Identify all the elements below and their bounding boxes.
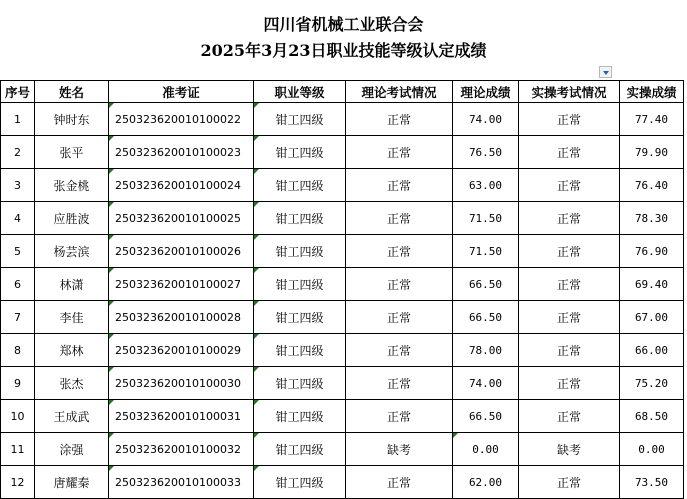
table-row — [1, 268, 684, 301]
cell-theory-score[interactable]: 0.00 — [453, 433, 519, 466]
cell-practical-status[interactable]: 正常 — [519, 400, 620, 433]
cell-theory-status[interactable]: 正常 — [346, 103, 453, 136]
cell-practical-score[interactable]: 76.40 — [620, 169, 684, 202]
header-exam-id[interactable]: 准考证 — [109, 81, 254, 103]
cell-practical-status[interactable]: 正常 — [519, 235, 620, 268]
cell-level[interactable]: 钳工四级 — [254, 466, 346, 499]
cell-practical-score[interactable]: 73.50 — [620, 466, 684, 499]
cell-seq[interactable]: 12 — [1, 466, 35, 499]
cell-name[interactable]: 郑林 — [35, 334, 109, 367]
cell-theory-status[interactable]: 正常 — [346, 367, 453, 400]
cell-theory-status[interactable]: 正常 — [346, 301, 453, 334]
cell-level[interactable]: 钳工四级 — [254, 433, 346, 466]
sheet-title-results: 2025年3月23日职业技能等级认定成绩 — [200, 41, 487, 60]
header-practical-status[interactable]: 实操考试情况 — [519, 81, 620, 103]
cell-seq[interactable]: 6 — [1, 268, 35, 301]
cell-practical-status[interactable]: 正常 — [519, 169, 620, 202]
cell-theory-status[interactable]: 缺考 — [346, 433, 453, 466]
cell-name[interactable]: 张平 — [35, 136, 109, 169]
cell-exam-id[interactable]: 250323620010100026 — [109, 235, 254, 268]
cell-seq[interactable]: 4 — [1, 202, 35, 235]
cell-theory-score[interactable]: 66.50 — [453, 400, 519, 433]
cell-practical-status[interactable]: 正常 — [519, 466, 620, 499]
table-row — [1, 169, 684, 202]
cell-name[interactable]: 张金桃 — [35, 169, 109, 202]
cell-exam-id[interactable]: 250323620010100025 — [109, 202, 254, 235]
cell-theory-score[interactable]: 66.50 — [453, 301, 519, 334]
cell-practical-score[interactable]: 75.20 — [620, 367, 684, 400]
cell-seq[interactable]: 1 — [1, 103, 35, 136]
table-row — [1, 367, 684, 400]
cell-practical-score[interactable]: 68.50 — [620, 400, 684, 433]
cell-practical-status[interactable]: 正常 — [519, 334, 620, 367]
cell-exam-id[interactable]: 250323620010100030 — [109, 367, 254, 400]
cell-practical-score[interactable]: 0.00 — [620, 433, 684, 466]
cell-name[interactable]: 涂强 — [35, 433, 109, 466]
cell-practical-status[interactable]: 正常 — [519, 268, 620, 301]
cell-level[interactable]: 钳工四级 — [254, 268, 346, 301]
cell-exam-id[interactable]: 250323620010100029 — [109, 334, 254, 367]
cell-theory-score[interactable]: 66.50 — [453, 268, 519, 301]
cell-theory-status[interactable]: 正常 — [346, 268, 453, 301]
header-row — [1, 81, 684, 103]
cell-practical-score[interactable]: 78.30 — [620, 202, 684, 235]
header-level[interactable]: 职业等级 — [254, 81, 346, 103]
cell-level[interactable]: 钳工四级 — [254, 202, 346, 235]
cell-practical-score[interactable]: 79.90 — [620, 136, 684, 169]
table-row — [1, 301, 684, 334]
cell-theory-score[interactable]: 74.00 — [453, 367, 519, 400]
cell-name[interactable]: 李佳 — [35, 301, 109, 334]
cell-theory-score[interactable]: 71.50 — [453, 202, 519, 235]
cell-seq[interactable]: 10 — [1, 400, 35, 433]
cell-level[interactable]: 钳工四级 — [254, 235, 346, 268]
cell-level[interactable]: 钳工四级 — [254, 103, 346, 136]
sheet-title-organization: 四川省机械工业联合会 — [263, 15, 424, 34]
cell-exam-id[interactable]: 250323620010100022 — [109, 103, 254, 136]
cell-exam-id[interactable]: 250323620010100023 — [109, 136, 254, 169]
cell-exam-id[interactable]: 250323620010100032 — [109, 433, 254, 466]
table-row — [1, 103, 684, 136]
cell-practical-score[interactable]: 67.00 — [620, 301, 684, 334]
cell-level[interactable]: 钳工四级 — [254, 367, 346, 400]
table-row — [1, 136, 684, 169]
cell-seq[interactable]: 5 — [1, 235, 35, 268]
table-row — [1, 400, 684, 433]
cell-theory-status[interactable]: 正常 — [346, 202, 453, 235]
cell-practical-status[interactable]: 正常 — [519, 301, 620, 334]
cell-practical-status[interactable]: 缺考 — [519, 433, 620, 466]
cell-exam-id[interactable]: 250323620010100031 — [109, 400, 254, 433]
cell-theory-score[interactable]: 63.00 — [453, 169, 519, 202]
header-theory-score[interactable]: 理论成绩 — [453, 81, 519, 103]
cell-name[interactable]: 林潇 — [35, 268, 109, 301]
cell-practical-status[interactable]: 正常 — [519, 103, 620, 136]
header-seq[interactable]: 序号 — [1, 81, 35, 103]
results-table — [0, 80, 684, 499]
filter-dropdown-icon[interactable] — [599, 66, 612, 78]
cell-seq[interactable]: 3 — [1, 169, 35, 202]
cell-seq[interactable]: 11 — [1, 433, 35, 466]
cell-practical-score[interactable]: 66.00 — [620, 334, 684, 367]
cell-exam-id[interactable]: 250323620010100028 — [109, 301, 254, 334]
cell-practical-score[interactable]: 69.40 — [620, 268, 684, 301]
header-theory-status[interactable]: 理论考试情况 — [346, 81, 453, 103]
cell-theory-status[interactable]: 正常 — [346, 334, 453, 367]
table-row — [1, 466, 684, 499]
cell-practical-status[interactable]: 正常 — [519, 202, 620, 235]
cell-name[interactable]: 王成武 — [35, 400, 109, 433]
cell-name[interactable]: 杨芸滨 — [35, 235, 109, 268]
table-row — [1, 433, 684, 466]
cell-exam-id[interactable]: 250323620010100024 — [109, 169, 254, 202]
cell-theory-score[interactable]: 78.00 — [453, 334, 519, 367]
cell-seq[interactable]: 7 — [1, 301, 35, 334]
table-row — [1, 235, 684, 268]
cell-theory-score[interactable]: 62.00 — [453, 466, 519, 499]
cell-practical-score[interactable]: 76.90 — [620, 235, 684, 268]
cell-theory-score[interactable]: 74.00 — [453, 103, 519, 136]
table-row — [1, 334, 684, 367]
cell-seq[interactable]: 2 — [1, 136, 35, 169]
cell-exam-id[interactable]: 250323620010100027 — [109, 268, 254, 301]
cell-level[interactable]: 钳工四级 — [254, 334, 346, 367]
cell-level[interactable]: 钳工四级 — [254, 136, 346, 169]
cell-seq[interactable]: 8 — [1, 334, 35, 367]
cell-theory-score[interactable]: 71.50 — [453, 235, 519, 268]
cell-theory-status[interactable]: 正常 — [346, 466, 453, 499]
cell-level[interactable]: 钳工四级 — [254, 169, 346, 202]
header-name[interactable]: 姓名 — [35, 81, 109, 103]
cell-theory-status[interactable]: 正常 — [346, 400, 453, 433]
cell-name[interactable]: 钟时东 — [35, 103, 109, 136]
cell-level[interactable]: 钳工四级 — [254, 400, 346, 433]
cell-name[interactable]: 张杰 — [35, 367, 109, 400]
cell-theory-status[interactable]: 正常 — [346, 169, 453, 202]
cell-theory-status[interactable]: 正常 — [346, 235, 453, 268]
cell-practical-score[interactable]: 77.40 — [620, 103, 684, 136]
cell-theory-status[interactable]: 正常 — [346, 136, 453, 169]
cell-name[interactable]: 唐耀秦 — [35, 466, 109, 499]
cell-practical-status[interactable]: 正常 — [519, 367, 620, 400]
cell-exam-id[interactable]: 250323620010100033 — [109, 466, 254, 499]
cell-level[interactable]: 钳工四级 — [254, 301, 346, 334]
cell-seq[interactable]: 9 — [1, 367, 35, 400]
cell-name[interactable]: 应胜波 — [35, 202, 109, 235]
header-practical-score[interactable]: 实操成绩 — [620, 81, 684, 103]
cell-theory-score[interactable]: 76.50 — [453, 136, 519, 169]
table-row — [1, 202, 684, 235]
cell-practical-status[interactable]: 正常 — [519, 136, 620, 169]
